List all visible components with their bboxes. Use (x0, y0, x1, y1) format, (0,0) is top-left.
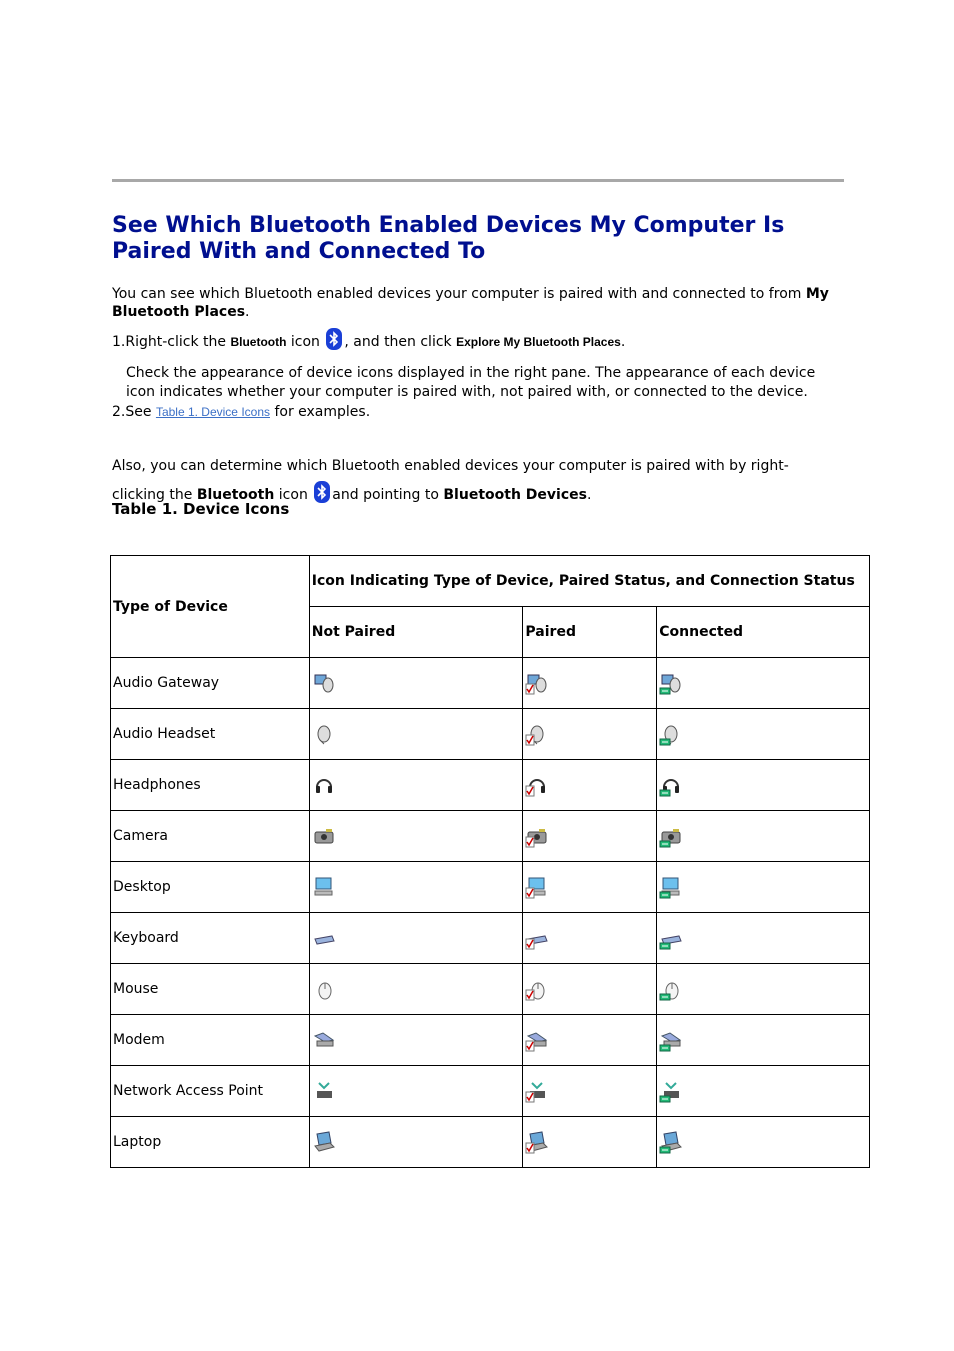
icon-group-header: Icon Indicating Type of Device, Paired Status, and Connection Status (309, 556, 869, 607)
paired-icon-cell (523, 913, 657, 964)
bluetooth-devices: Bluetooth Devices (443, 487, 587, 503)
intro-end: . (245, 304, 250, 320)
connected-icon-cell (657, 811, 870, 862)
step-1-icon-word: icon (286, 334, 325, 350)
paired-icon-cell (523, 760, 657, 811)
paired-icon-cell (523, 1117, 657, 1168)
not-paired-icon-cell (309, 964, 523, 1015)
paired-icon-cell (523, 1066, 657, 1117)
camera-paired-icon (525, 828, 549, 844)
audio-gateway-not-paired-icon (312, 675, 336, 691)
paired-icon-cell (523, 658, 657, 709)
type-of-device-header: Type of Device (111, 556, 310, 658)
step-2-description (126, 364, 846, 402)
not-paired-icon-cell (309, 811, 523, 862)
not-paired-icon-cell (309, 1066, 523, 1117)
network-access-point-connected-icon (659, 1083, 683, 1099)
table-row (111, 709, 870, 760)
device-type-cell: Network Access Point (111, 1066, 310, 1117)
laptop-paired-icon (525, 1134, 549, 1150)
device-type-cell: Modem (111, 1015, 310, 1066)
top-rule (112, 179, 844, 182)
connected-icon-cell (657, 862, 870, 913)
desktop-not-paired-icon (312, 879, 336, 895)
not-paired-icon-cell (309, 709, 523, 760)
device-type-cell: Audio Headset (111, 709, 310, 760)
camera-connected-icon (659, 828, 683, 844)
table-row (111, 811, 870, 862)
table-row (111, 913, 870, 964)
audio-headset-connected-icon (659, 726, 683, 742)
also-pointing: and pointing to (332, 487, 444, 503)
device-type-cell: Headphones (111, 760, 310, 811)
keyboard-not-paired-icon (312, 930, 336, 946)
table-row (111, 760, 870, 811)
paired-icon-cell (523, 709, 657, 760)
bluetooth-icon (314, 481, 330, 503)
connected-icon-cell (657, 709, 870, 760)
laptop-not-paired-icon (312, 1134, 336, 1150)
audio-headset-not-paired-icon (312, 726, 336, 742)
also-icon-word: icon (274, 487, 313, 503)
not-paired-icon-cell (309, 1117, 523, 1168)
not-paired-icon-cell (309, 760, 523, 811)
keyboard-connected-icon (659, 930, 683, 946)
not-paired-icon-cell (309, 1015, 523, 1066)
connected-icon-cell (657, 964, 870, 1015)
table-row (111, 1066, 870, 1117)
not-paired-icon-cell (309, 913, 523, 964)
explore-my-bluetooth-places: Explore My Bluetooth Places (456, 335, 621, 349)
paired-icon-cell (523, 811, 657, 862)
desktop-paired-icon (525, 879, 549, 895)
audio-gateway-connected-icon (659, 675, 683, 691)
intro-bold: My Bluetooth Places (112, 286, 829, 320)
intro-paragraph (112, 285, 842, 321)
table-row (111, 1117, 870, 1168)
table-row (111, 964, 870, 1015)
not-paired-icon-cell (309, 658, 523, 709)
audio-headset-paired-icon (525, 726, 549, 742)
mouse-not-paired-icon (312, 981, 336, 997)
headphones-not-paired-icon (312, 777, 336, 793)
paired-icon-cell (523, 862, 657, 913)
device-type-cell: Laptop (111, 1117, 310, 1168)
device-type-cell: Audio Gateway (111, 658, 310, 709)
also-line-1: Also, you can determine which Bluetooth enabled devices your computer is paired with by right- (112, 458, 789, 474)
paired-header: Paired (523, 607, 657, 658)
desktop-connected-icon (659, 879, 683, 895)
audio-gateway-paired-icon (525, 675, 549, 691)
connected-icon-cell (657, 1117, 870, 1168)
connected-icon-cell (657, 913, 870, 964)
table-row (111, 862, 870, 913)
modem-not-paired-icon (312, 1032, 336, 1048)
step-2-line-2: icon indicates whether your computer is paired with, not paired with, or connected to the device. (126, 384, 808, 400)
connected-icon-cell (657, 760, 870, 811)
step-1-bluetooth: Bluetooth (230, 335, 287, 349)
keyboard-paired-icon (525, 930, 549, 946)
mouse-connected-icon (659, 981, 683, 997)
step-2-line-1: Check the appearance of device icons displayed in the right pane. The appearance of each device (126, 365, 816, 381)
step-1-then: , and then click (344, 334, 457, 350)
step-2-rest: for examples. (270, 404, 371, 420)
also-bluetooth: Bluetooth (196, 487, 275, 503)
paired-icon-cell (523, 964, 657, 1015)
step-1-number: 1. (112, 334, 126, 350)
device-type-cell: Camera (111, 811, 310, 862)
intro-text: You can see which Bluetooth enabled devices your computer is paired with and connected to from (112, 286, 806, 302)
page-title: See Which Bluetooth Enabled Devices My Computer Is Paired With and Connected To (112, 213, 785, 264)
mouse-paired-icon (525, 981, 549, 997)
connected-header: Connected (657, 607, 870, 658)
step-2 (112, 403, 370, 421)
device-type-cell: Desktop (111, 862, 310, 913)
device-type-cell: Keyboard (111, 913, 310, 964)
step-2-number: 2. (112, 404, 126, 420)
also-end: . (586, 487, 592, 503)
camera-not-paired-icon (312, 828, 336, 844)
step-2-see: See (125, 404, 156, 420)
device-icons-table (110, 555, 870, 1168)
step-1-text: Right-click the (125, 334, 231, 350)
not-paired-header: Not Paired (309, 607, 523, 658)
network-access-point-not-paired-icon (312, 1083, 336, 1099)
bluetooth-icon (326, 328, 342, 350)
step-1-end: . (620, 334, 626, 350)
paired-icon-cell (523, 1015, 657, 1066)
not-paired-icon-cell (309, 862, 523, 913)
connected-icon-cell (657, 1066, 870, 1117)
headphones-paired-icon (525, 777, 549, 793)
laptop-connected-icon (659, 1134, 683, 1150)
headphones-connected-icon (659, 777, 683, 793)
modem-connected-icon (659, 1032, 683, 1048)
device-type-cell: Mouse (111, 964, 310, 1015)
table-caption: Table 1. Device Icons (112, 500, 290, 518)
network-access-point-paired-icon (525, 1083, 549, 1099)
modem-paired-icon (525, 1032, 549, 1048)
connected-icon-cell (657, 658, 870, 709)
table-row (111, 658, 870, 709)
step-1 (112, 328, 852, 351)
connected-icon-cell (657, 1015, 870, 1066)
also-text: clicking the (112, 487, 197, 503)
table-1-link[interactable]: Table 1. Device Icons (155, 405, 270, 419)
table-row (111, 1015, 870, 1066)
